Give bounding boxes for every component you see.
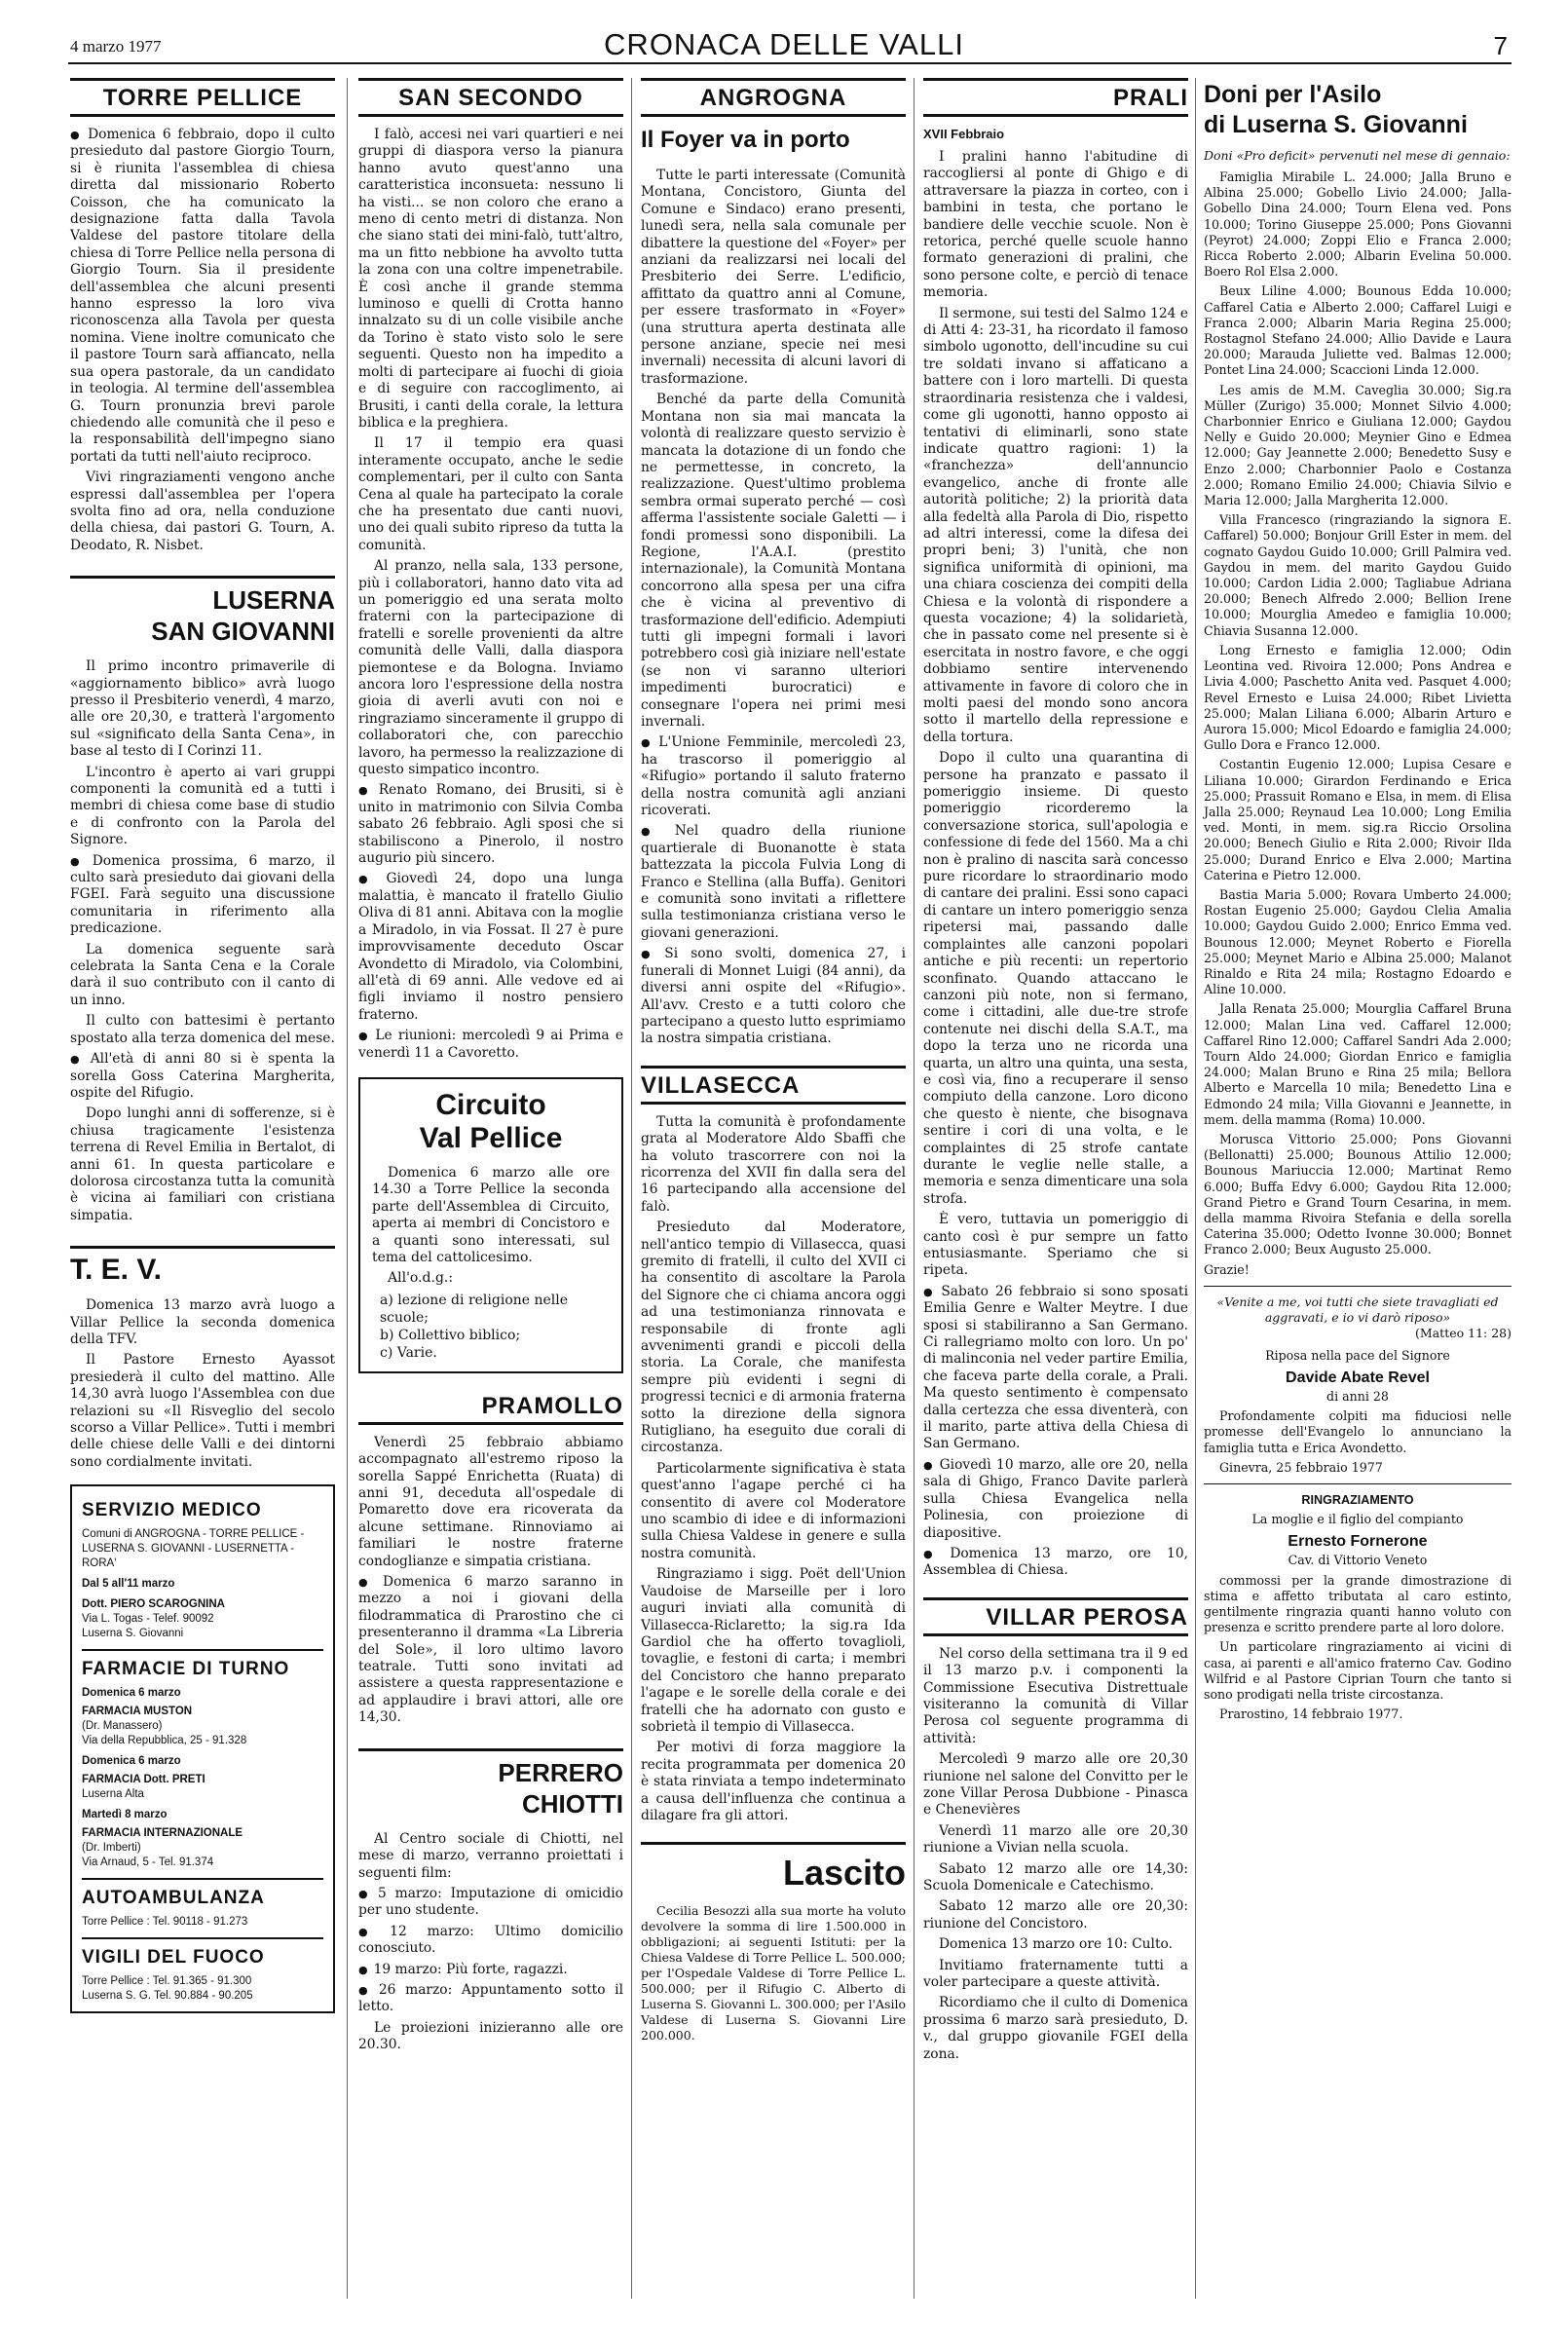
donations-list: Bastia Maria 5.000; Rovara Umberto 24.000; Rostan Eugenio 25.000; Gaydou Clelia Amalia 10.000; Gaydou Guido 2.000; Enrico Emma ved. Bounous 12.000; Meynet Roberto e Fiorella 25.000; Meynet Mario e Albina 25.000; Malanot Rinaldo e Rita 24 mila; Rostagno Edoardo e Aline 10.000. [1204,886,1512,997]
article-paragraph: I pralini hanno l'abitudine di raccogliersi al ponte di Ghigo e di attraversare la piazza in corteo, con i bambini in testa, che portano le bandiere delle vecchie scuole. Non è retorica, perché quelle scuole hanno formato generazioni di pralini, che sono persone colte, e perciò di tenace memoria. [923,149,1188,301]
thanks-name: Ernesto Fornerone [1288,1533,1428,1551]
donations-list: Beux Liline 4.000; Bounous Edda 10.000; Caffarel Catia e Alberto 2.000; Caffarel Luigi e Franca 2.000; Albarin Maria Regina 25.000; Rostagnol Stefano 24.000; Allio Davide e Laura 20.000; Marauda Juliette ved. Balmas 12.000; Pontet Lina 24.000; Scaccioni Linda 12.000. [1204,283,1512,378]
column-2: SAN SECONDO I falò, accesi nei vari quartieri e nei gruppi di diaspora verso la pianura hanno avuto quest'anno una caratteristica inconsueta: nessuno li ha visti... se non coloro che erano a meno di cento metri di distanza. Non che siano stati dei mini-falò, tutt'altro, ma un fitto nebbione ha avvolto tutta la zona con una coltre impenetrabile. È così anche il grande stemma luminoso e quelli di Crotta hanno innalzato su di un colle visibile anche da Torino è stato visto solo le sere seguenti. Questo non ha impedito a molti di partecipare ai fuochi di gioia e di seguire con raccoglimento, ai Brusiti, i canti della corale, la lettura biblica e la preghiera. Il 17 il tempio era quasi interamente occupato, anche le sedie complementari, per il culto con Santa Cena al quale ha partecipato la corale che ha presentato due canti nuovi, uno dei quali subito ripreso da tutta la comunità. Al pranzo, nella sala, 133 persone, più i collaboratori, hanno dato vita ad un pomeriggio ed una serata molto fraterni con la partecipazione di fratelli e sorelle provenienti da altre comunità delle Valli, dalla diaspora piemontese e da Bologna. Inviamo ancora loro l'espressione della nostra gioia di averli avuti con noi e ringraziamo sinceramente il gruppo di collaboratori che, con parecchio lavoro, ha permesso la realizzazione di questo simpatico incontro. ● Renato Romano, dei Brusiti, si è unito in matrimonio con Silvia Comba sabato 26 febbraio. Agli sposi che si stabiliscono a Pinerolo, il nostro augurio più sincero. ● Giovedì 24, dopo una lunga malattia, è mancato il fratello Giulio Oliva di 81 anni. Abitava con la moglie a Miradolo, in via Fossat. Il 27 è pure improvvisamente deceduto Oscar Avondetto di Miradolo, via Colombini, all'età di 69 anni. Alle vedove ed ai figli inviamo il nostro pensiero fraterno. ● Le riunioni: mercoledì 9 ai Prima e venerdì 11 a Cavoretto. Circuito Val Pellice Domenica 6 marzo alle ore 14.30 a Torre Pellice la seconda parte dell'Assemblea di Circuito, aperta ai membri di Concistoro e a quanti sono interessati, sul tema del cattolicesimo. All'o.d.g.: a) lezione di religione nelle scuole; b) Collettivo biblico; c) Varie. PRAMOLLO Venerdì 25 febbraio abbiamo accompagnato all'estremo riposo la sorella Sappé Enrichetta (Ruata) di anni 91, deceduta all'ospedale di Pomaretto dove era ricoverata da alcune settimane. Rinnoviamo ai familiari le nostre fraterne condoglianze e simpatia cristiana. ● Domenica 6 marzo saranno in mezzo a noi i giovani della filodrammatica di Prarostino che ci presenteranno il dramma «La Libreria del Sole», il loro ultimo lavoro teatrale. Tutti sono invitati ad assistere a questa rappresentazione e ad applaudire i bravi attori, alle ore 14,30. PERRERO CHIOTTI Al Centro sociale di Chiotti, nel mese di marzo, verranno proiettati i seguenti film: ● 5 marzo: Imputazione di omicidio per uno studente. ● 12 marzo: Ultimo domicilio conosciuto. ● 19 marzo: Più forte, ragazzi. ● 26 marzo: Appuntamento sotto il letto. Le proiezioni inizieranno alle ore 20.30. [358,78,623,2058]
article-paragraph: Presieduto dal Moderatore, nell'antico tempio di Villasecca, quasi gremito di fratelli, il culto del XVII ci ha consentito di ascoltare la Parola del Signore che ci chiama ancora oggi ad una testimonianza rinnovata e responsabile di fronte agli avvenimenti grandi e piccoli della storia. La Corale, che manifesta sempre più evidenti i segni di progressi tecnici e di armonia fraterna sotto la direzione della signora Rutigliano, ha eseguito due corali di circostanza. [641,1219,906,1456]
article-paragraph: Al pranzo, nella sala, 133 persone, più i collaboratori, hanno dato vita ad un pomeriggio ed una serata molto fraterni con la partecipazione di fratelli e sorelle provenienti da altre comunità delle Valli, dalla diaspora piemontese e da Bologna. Inviamo ancora loro l'espressione della nostra gioia di averli avuti con noi e ringraziamo sinceramente il gruppo di collaboratori che, con parecchio lavoro, ha permesso la realizzazione di questo simpatico incontro. [358,558,623,778]
article-paragraph: ● Si sono svolti, domenica 27, i funerali di Monnet Luigi (84 anni), da diversi anni ospite del «Rifugio». All'avv. Cresto e a tutti coloro che partecipano a questo lutto esprimiamo la nostra simpatia cristiana. [641,946,906,1047]
article-paragraph: ● Domenica 13 marzo, ore 10, Assemblea di Chiesa. [923,1546,1188,1580]
article-paragraph: Dopo lunghi anni di sofferenze, si è chiusa tragicamente l'esistenza terrena di Revel Emilia in Bertalot, di anni 61. In questa particolare e dolorosa circostanza tutta la comunità è vicina ai familiari con cristiana simpatia. [70,1106,335,1223]
donations-intro: Doni «Pro deficit» pervenuti nel mese di gennaio: [1204,148,1511,163]
donations-title: Doni per l'Asilo di Luserna S. Giovanni [1204,81,1468,138]
page-number: 7 [1493,31,1508,60]
section-title-lascito: Lascito [641,1842,906,1894]
section-title-san-secondo: SAN SECONDO [358,78,623,117]
article-paragraph: Venerdì 25 febbraio abbiamo accompagnato all'estremo riposo la sorella Sappé Enrichetta (Ruata) di anni 91, deceduta all'ospedale di Pomaretto dove era ricoverata da alcune settimane. Rinnoviamo ai familiari le nostre fraterne condoglianze e simpatia cristiana. [358,1434,623,1569]
section-title-angrogna: ANGROGNA [641,78,906,117]
article-paragraph: Benché da parte della Comunità Montana non sia mai mancata la volontà di realizzare questo servizio è mancata la dotazione di un fondo che ne permettesse, in concreto, la realizzazione. Quest'ultimo problema sembra ormai superato perché — così afferma l'assistente sociale Galetti — i fondi promessi sono disponibili. La Regione, l'A.A.I. (prestito internazionale), la Comunità Montana concorrono alla spesa per una cifra che è vicina al preventivo di trasformazione dell'edificio. Adempiuti tutti gli impegni formali i lavori potrebbero così già iniziare nell'estate (se non vi saranno ulteriori impedimenti burocratici) e consegnare l'opera nei primi mesi invernali. [641,392,906,730]
section-title-torre-pellice: TORRE PELLICE [70,78,335,117]
article-paragraph: L'incontro è aperto ai vari gruppi componenti la comunità ed a tutti i membri di chiesa come base di studio e di confronto con la Parola del Signore. [70,764,335,848]
article-paragraph: Venerdì 11 marzo alle ore 20,30 riunione a Vivian nella scuola. [923,1822,1188,1856]
column-4 [923,78,1188,2067]
article-paragraph: Il primo incontro primaverile di «aggiornamento biblico» avrà luogo presso il Presbiterio venerdì, 4 marzo, alle ore 20,30, e tratterà l'argomento sul «significato della Santa Cena», in base al testo di I Corinzi 11. [70,658,335,760]
article-paragraph: Le proiezioni inizieranno alle ore 20.30. [358,2019,623,2053]
article-paragraph: Nel corso della settimana tra il 9 ed il 13 marzo p.v. i componenti la Commissione Esecutiva Distrettuale visiteranno la comunità di Villar Perosa col seguente programma di attività: [923,1645,1188,1746]
article-paragraph: ● Domenica prossima, 6 marzo, il culto sarà presieduto dai giovani della FGEI. Farà seguito una discussione comunitaria in riferimento alla predicazione. [70,853,335,938]
services-box: SERVIZIO MEDICO Comuni di ANGROGNA - TORRE PELLICE - LUSERNA S. GIOVANNI - LUSERNETTA - RORA' Dal 5 all'11 marzo Dott. PIERO SCAROGNINA Via L. Togas - Telef. 90092 Luserna S. Giovanni FARMACIE DI TURNO Domenica 6 marzo FARMACIA MUSTON (Dr. Manassero) Via della Repubblica, 25 - 91.328 Domenica 6 marzo FARMACIA Dott. PRETI Luserna Alta Martedì 8 marzo FARMACIA INTERNAZIONALE (Dr. Imberti) Via Arnaud, 5 - Tel. 91.374 AUTOAMBULANZA Torre Pellice : Tel. 90118 - 91.273 VIGILI DEL FUOCO Torre Pellice : Tel. 91.365 - 91.300 Luserna S. G. Tel. 90.884 - 90.205 [70,1484,335,2013]
article-paragraph: Tutta la comunità è profondamente grata al Moderatore Aldo Sbaffi che ha voluto trascorrere con noi la ricorrenza del XVII fin dalla sera del 16 partecipando alla accensione del falò. [641,1113,906,1215]
article-paragraph: ● All'età di anni 80 si è spenta la sorella Goss Caterina Margherita, ospite del Rifugio. [70,1051,335,1102]
obituary-intro: Riposa nella pace del Signore [1265,1347,1450,1363]
article-paragraph: Vivi ringraziamenti vengono anche espressi dall'assemblea per l'opera svolta fino ad ora, nella conduzione della chiesa, dai pastori G. Tourn, A. Deodato, R. Nisbet. [70,469,335,553]
article-paragraph: Il culto con battesimi è pertanto spostato alla terza domenica del mese. [70,1013,335,1046]
article-paragraph: Particolarmente significativa è stata quest'anno l'agape perché ci ha consentito di avere col Moderatore uno scambio di idee e di informazioni sulla Chiesa Valdese in genere e sulla nostra comunità. [641,1460,906,1561]
article-paragraph: Domenica 13 marzo avrà luogo a Villar Pellice la seconda domenica della TFV. [70,1297,335,1347]
agenda-list: a) lezione di religione nelle scuole; b) Collettivo biblico; c) Varie. [380,1292,569,1361]
article-paragraph: Il Pastore Ernesto Ayassot presiederà il culto del mattino. Alle 14,30 avrà luogo l'Assemblea con due relazioni su «Il Risveglio del secolo scorso a Villar Pellice». Tutti i membri delle chiese delle Valli e dei dintorni sono cordialmente invitati. [70,1352,335,1470]
section-title-tev: T. E. V. [70,1246,335,1286]
thanks-date: Prarostino, 14 febbraio 1977. [1219,1706,1403,1722]
section-title-luserna: LUSERNA SAN GIOVANNI [70,576,335,647]
circuito-title: Circuito Val Pellice [419,1088,563,1154]
issue-date: 4 marzo 1977 [70,37,162,56]
section-title-pramollo: PRAMOLLO [358,1389,623,1425]
article-paragraph: ● Renato Romano, dei Brusiti, si è unito in matrimonio con Silvia Comba sabato 26 febbraio. Agli sposi che si stabiliscono a Pinerolo, il nostro augurio più sincero. [358,782,623,867]
article-paragraph: Per motivi di forza maggiore la recita programmata per domenica 20 è stata rinviata a tempo indeterminato a causa dell'influenza che continua a dilagare fra gli attori. [641,1740,906,1823]
article-paragraph: Il 17 il tempio era quasi interamente occupato, anche le sedie complementari, per il culto con Santa Cena al quale ha partecipato la corale che ha presentato due canti nuovi, uno dei quali subito ripreso da tutta la comunità. [358,435,623,553]
article-paragraph: ● Giovedì 24, dopo una lunga malattia, è mancato il fratello Giulio Oliva di 81 anni. Abitava con la moglie a Miradolo, in via Fossat. Il 27 è pure improvvisamente deceduto Oscar Avondetto di Miradolo, via Colombini, all'età di 69 anni. Alle vedove ed ai figli inviamo il nostro pensiero fraterno. [358,871,623,1024]
article-paragraph: Sabato 12 marzo alle ore 14,30: Scuola Domenicale e Catechismo. [923,1860,1188,1894]
donations-list: Jalla Renata 25.000; Mourglia Caffarel Bruna 12.000; Malan Lina ved. Caffarel 12.000; Caffarel Rino 12.000; Caffarel Sandri Ada 2.000; Tourn Aldo 24.000; Giordan Enrico e famiglia 24.000; Malan Bruno e Rina 25 mila; Bellora Alberto e Marcella 10 mila; Benedetto Lina e Edmondo 24 mila; Villa Giovanni e Jeannette, in mem. della mamma (Roma) 10.000. [1204,1001,1512,1127]
article-paragraph: Al Centro sociale di Chiotti, nel mese di marzo, verranno proiettati i seguenti film: [358,1830,623,1881]
services-title: SERVIZIO MEDICO [82,1500,262,1521]
article-paragraph: ● L'Unione Femminile, mercoledì 23, ha trascorso il pomeriggio al «Rifugio» portando il saluto fraterno della nostra comunità agli anziani ricoverati. [641,734,906,819]
obituary-name: Davide Abate Revel [1286,1369,1430,1387]
ambulance-title: AUTOAMBULANZA [82,1888,265,1909]
article-paragraph: I falò, accesi nei vari quartieri e nei gruppi di diaspora verso la pianura hanno avuto quest'anno una caratteristica inconsueta: nessuno li ha visti... se non coloro che erano a meno di cento metri di distanza. Non che siano stati dei mini-falò, tutt'altro, ma un fitto nebbione ha avvolto tutta la zona con una coltre impenetrabile. È così anche il grande stemma luminoso e quelli di Crotta hanno innalzato su di un colle visibile anche da Torino è stato visto solo le sere seguenti. Questo non ha impedito a molti di partecipare ai fuochi di gioia e di seguire con raccoglimento, ai Brusiti, i canti della corale, la lettura biblica e la preghiera. [358,127,623,431]
obituary-date: Ginevra, 25 febbraio 1977 [1219,1459,1383,1475]
article-paragraph: ● Domenica 6 febbraio, dopo il culto presieduto dal pastore Giorgio Tourn, si è riunita l'assemblea di chiesa diretta dal missionario Roberto Coisson, che ha comunicato la designazione fatta dalla Tavola Valdese del pastore titolare della chiesa di Torre Pellice nella persona di Giorgio Tourn. Sia il presidente dell'assemblea che alcuni presenti hanno espresso la loro viva riconoscenza alla Tavola per questa nomina. Viene inoltre comunicato che il pastore Tourn sarà affiancato, nella sua opera pastorale, da un candidato in teologia. Al termine dell'assemblea G. Tourn pronunzia brevi parole chiedendo alle comunità che il peso e la responsabilità dell'impegno siano portati da tutti nell'aiuto reciproco. [70,127,335,466]
article-paragraph: Sabato 12 marzo alle ore 20,30: riunione del Concistoro. [923,1898,1188,1931]
fire-title: VIGILI DEL FUOCO [82,1947,265,1969]
article-paragraph: Cecilia Besozzi alla sua morte ha voluto devolvere la somma di lire 1.500.000 in obbligazioni; ai seguenti Istituti: per la Chiesa Valdese di Torre Pellice L. 500.000; per l'Ospedale Valdese di Torre Pellice L. 500.000; per il Rifugio C. Alberto di Luserna S. Giovanni L. 300.000; per l'Asilo Valdese di Luserna S. Giovanni Lire 200.000. [641,1903,906,2044]
section-title-villasecca: VILLASECCA [641,1066,906,1105]
services-comuni: Comuni di ANGROGNA - TORRE PELLICE - LUSERNA S. GIOVANNI - LUSERNETTA - RORA' [82,1528,305,1570]
article-paragraph: ● Le riunioni: mercoledì 9 ai Prima e venerdì 11 a Cavoretto. [358,1028,623,1062]
column-3 [641,78,906,2047]
article-paragraph: Dopo il culto una quarantina di persone ha pranzato e passato il pomeriggio insieme. Di questo pomeriggio ricorderemo la conversazione storica, sull'apologia e confessione di fede del 1560. Ma a chi non è pralino di nascita sarà concesso pure ricordare lo straordinario modo di cantare dei pralini. Essi sono capaci di cantare un intero pomeriggio senza ripetersi mai, passando dalle complaintes alle canzoni popolari antiche e più recenti: un repertorio sconfinato. Quando attaccano le canzoni più note, non si fermano, come i cittadini, alle due-tre strofe contenute nei dischi della S.A.T., ma dopo la terza uno ne ricorda una quarta, un altro una quinta, una sesta, e così via, fino a recuperare il senso compiuto della canzone. Loro dicono che questo è niente, che bisognava sentire i cori di una volta, e le complaintes di 25 strofe cantate durante le veglie nelle stalle, a memoria e senza dimenticare una sola strofa. [923,750,1188,1207]
article-paragraph: Il sermone, sui testi del Salmo 124 e di Atti 4: 23-31, ha ricordato il famoso simbolo ugonotto, dell'incudine su cui tre soldati invano si affaticano a battere con i loro martelli. Di questa straordinaria resistenza che i valdesi, come gli ugonotti, hanno opposto ai tentativi di eliminarli, sono state indicate quattro ragioni: 1) la «franchezza» dell'annuncio evangelico, anche di fronte alle autorità politiche; 2) la priorità data alla fedeltà alla Parola di Dio, rispetto ad altri interessi, come la difesa dei propri beni; 3) l'unità, che non significa uniformità di opinioni, ma una chiara coscienza dei compiti della Chiesa e la volontà di rispondere a questa vocazione; 4) la solidarietà, che in passato come nel presente si è esercitata in nostro favore, e che oggi dobbiamo sentire intervenendo attivamente in favore di coloro che in molti paesi del mondo sono ancora sotto il martello della repressione e della tortura. [923,305,1188,745]
bible-quote: «Venite a me, voi tutti che siete travagliati ed aggravati, e io vi darò riposo» [1216,1294,1499,1325]
column-1 [70,78,335,2013]
article-paragraph: ● Sabato 26 febbraio si sono sposati Emilia Genre e Walter Meytre. I due sposi si stabiliranno a San Germano. Ci rallegriamo molto con loro. Un po' di malinconia nel veder partire Emilia, che faceva parte della corale, a Prali. Ma questo sentimento è compensato dalla certezza che essa diventerà, con il marito, parte attiva della Chiesa di San Germano. [923,1284,1188,1453]
donations-list: Famiglia Mirabile L. 24.000; Jalla Bruno e Albina 25.000; Gobello Livio 24.000; Jalla-Gobello Dina 24.000; Tourn Elena ved. Pons 10.000; Torino Giuseppe 25.000; Pons Giovanni (Peyrot) 24.000; Zoppi Elio e Franca 2.000; Ricca Roberto 2.000; Albarin Evelina 50.000. Boero Rol Elsa 2.000. [1204,169,1512,280]
pharmacy-title: FARMACIE DI TURNO [82,1659,290,1680]
column-divider [914,78,915,2299]
donations-list: Villa Francesco (ringraziando la signora E. Caffarel) 50.000; Bonjour Grill Ester in mem. del cognato Gaydou Guido 10.000; Grill Palmira ved. Gaydou in mem. del marito Gaydou Guido 10.000; Cardon Lidia 2.000; Tagliabue Adriana 20.000; Benech Alfredo 2.000; Bellion Irene 10.000; Mourglia Amedeo e famiglia 10.000; Chiavia Susanna 12.000. [1204,512,1512,638]
article-paragraph: Invitiamo fraternamente tutti a voler partecipare a queste attività. [923,1957,1188,1991]
article-paragraph: Domenica 13 marzo ore 10: Culto. [939,1936,1173,1953]
column-divider [631,78,632,2299]
column-5 [1204,78,1512,1726]
header-rule [68,62,1512,64]
newspaper-section-title: CRONACA DELLE VALLI [604,27,964,61]
article-paragraph: Tutte le parti interessate (Comunità Montana, Concistoro, Giunta del Comune e Sindaco) erano presenti, lunedì sera, nella sala comunale per dibattere la questione del «Foyer» per anziani da realizzarsi nei locali del Presbiterio dei Serre. L'edificio, affittato da quattro anni al Comune, per essere trasformato in «Foyer» (una struttura aperta destinata alle persone anziane, specie nei mesi invernali) necessita di alcuni lavori di trasformazione. [641,168,906,387]
article-paragraph: Mercoledì 9 marzo alle ore 20,30 riunione nel salone del Convitto per le zone Villar Perosa Dubbione - Pinasca e Chenevières [923,1751,1188,1819]
article-paragraph: Ringraziamo i sigg. Poët dell'Union Vaudoise de Marseille per i loro auguri inviati alla comunità di Villasecca-Riclaretto; la sig.ra Ida Gardiol che ha offerto tovaglioli, tovaglie, e festoni di carta; i membri del Concistoro che hanno preparato l'agape e le sorelle della corale e dei fratelli che ha adornato con gusto e sobrietà il tempio di Villasecca. [641,1566,906,1735]
column-divider [1195,78,1196,2299]
thanks-text: commossi per la grande dimostrazione di stima e affetto tributata al caro estinto, gentilmente ringrazia quanti hanno voluto con presenza e scritto prendere parte al loro dolore. [1204,1572,1512,1635]
article-paragraph: È vero, tuttavia un pomeriggio di canto così è pur sempre un fatto entusiasmante. Speriamo che si ripeta. [923,1212,1188,1279]
column-divider [347,78,348,2299]
donations-list: Long Ernesto e famiglia 12.000; Odin Leontina ved. Rivoira 12.000; Pons Andrea e Livia 4.000; Paschetto Anita ved. Pasquet 4.000; Revel Ernesto e Luisa 24.000; Ribet Livietta 25.000; Malan Liliana 6.000; Albarin Arturo e Aurora 15.000; Micol Edoardo e famiglia 24.000; Gullo Dora e Franco 12.000. [1204,642,1512,753]
grazie: Grazie! [1204,1261,1250,1277]
section-title-villar-perosa: VILLAR PEROSA [923,1597,1188,1636]
article-paragraph: ● Giovedì 10 marzo, alle ore 20, nella sala di Ghigo, Franco Davite parlerà sulla Chiesa Evangelica nella Polinesia, con proiezione di diapositive. [923,1457,1188,1542]
article-paragraph: ● Nel quadro della riunione quartierale di Buonanotte è stata battezzata la piccola Fulvia Long di Franco e Stellina (alla Buffa). Genitori e comunità sono invitati a riflettere sulla testimonianza cristiana verso le giovani generazioni. [641,823,906,942]
thanks-title: RINGRAZIAMENTO [1301,1493,1414,1508]
article-paragraph: ● Domenica 6 marzo saranno in mezzo a noi i giovani della filodrammatica di Prarostino che ci presenteranno il dramma «La Libreria del Sole», il loro ultimo lavoro teatrale. Tutti sono invitati ad assistere a questa rappresentazione e ad applaudire i bravi attori, alle ore 14,30. [358,1574,623,1727]
quote-reference: (Matteo 11: 28) [1415,1325,1512,1340]
obituary-text: Profondamente colpiti ma fiduciosi nelle promesse dell'Evangelo lo annunciano la famiglia tutta e Erica Avondetto. [1204,1408,1512,1455]
donations-list: Les amis de M.M. Caveglia 30.000; Sig.ra Müller (Zurigo) 35.000; Monnet Silvio 4.000; Charbonnier Enrico e Giuliana 12.000; Gaydou Nelly e Guido 20.000; Meynier Gino e Edmea 12.000; Gay Jeannette 2.000; Benedetto Susy e Enzo 2.000; Charbonnier Paolo e Costanza 2.000; Romano Emilio 24.000; Chiavia Silvio e Maria 12.000; Jalla Margherita 12.000. [1204,382,1512,508]
article-paragraph: La domenica seguente sarà celebrata la Santa Cena e la Corale darà il suo contributo con il canto di un inno. [70,941,335,1008]
thanks-intro: La moglie e il figlio del compianto [1251,1512,1464,1527]
obituary-age: di anni 28 [1326,1389,1389,1405]
thanks-subtitle: Cav. di Vittorio Veneto [1288,1553,1428,1568]
article-paragraph: Ricordiamo che il culto di Domenica prossima 6 marzo sarà presieduto, D. v., dal gruppo giovanile FGEI della zona. [923,1995,1188,2062]
donations-list: Morusca Vittorio 25.000; Pons Giovanni (Bellonatti) 25.000; Bounous Attilio 12.000; Bounous Mariuccia 12.000; Martinat Remo 6.000; Buffa Edvy 6.000; Gaydou Rita 12.000; Grand Pietro e Grand Tourn Cesarina, in mem. della mamma Rivoira Stefania e della sorella Caterina 35.000; Odetto Ivonne 30.000; Bonnet Franco 2.000; Beux Augusto 25.000. [1204,1131,1512,1257]
section-title-perrero: PERRERO CHIOTTI [358,1748,623,1819]
section-title-prali: PRALI [923,78,1188,117]
circuito-box: Circuito Val Pellice Domenica 6 marzo alle ore 14.30 a Torre Pellice la seconda parte dell'Assemblea di Circuito, aperta ai membri di Concistoro e a quanti sono interessati, sul tema del cattolicesimo. All'o.d.g.: a) lezione di religione nelle scuole; b) Collettivo biblico; c) Varie. [358,1077,623,1373]
thanks-text: Un particolare ringraziamento ai vicini di casa, ai parenti e all'amico fraterno Cav. Godino Wilfrid e al Pastore Ciprian Tourn che tanto si sono prodigati nella triste circostanza. [1204,1639,1512,1703]
subtitle-xvii-febbraio: XVII Febbraio [923,127,1005,141]
headline-foyer: Il Foyer va in porto [641,127,850,153]
donations-list: Costantin Eugenio 12.000; Lupisa Cesare e Liliana 10.000; Girardon Ferdinando e Erica 25.000; Prassuit Romano e Elsa, in mem. di Elisa Jalla 25.000; Reynaud Lea 10.000; Long Emilia ved. Monti, in mem. sig.ra Riccio Orsolina 20.000; Benech Giulio e Rita 2.000; Rivoir Ilda 25.000; Durand Enrico e Elva 2.000; Martina Caterina e Pietro 12.000. [1204,757,1512,882]
